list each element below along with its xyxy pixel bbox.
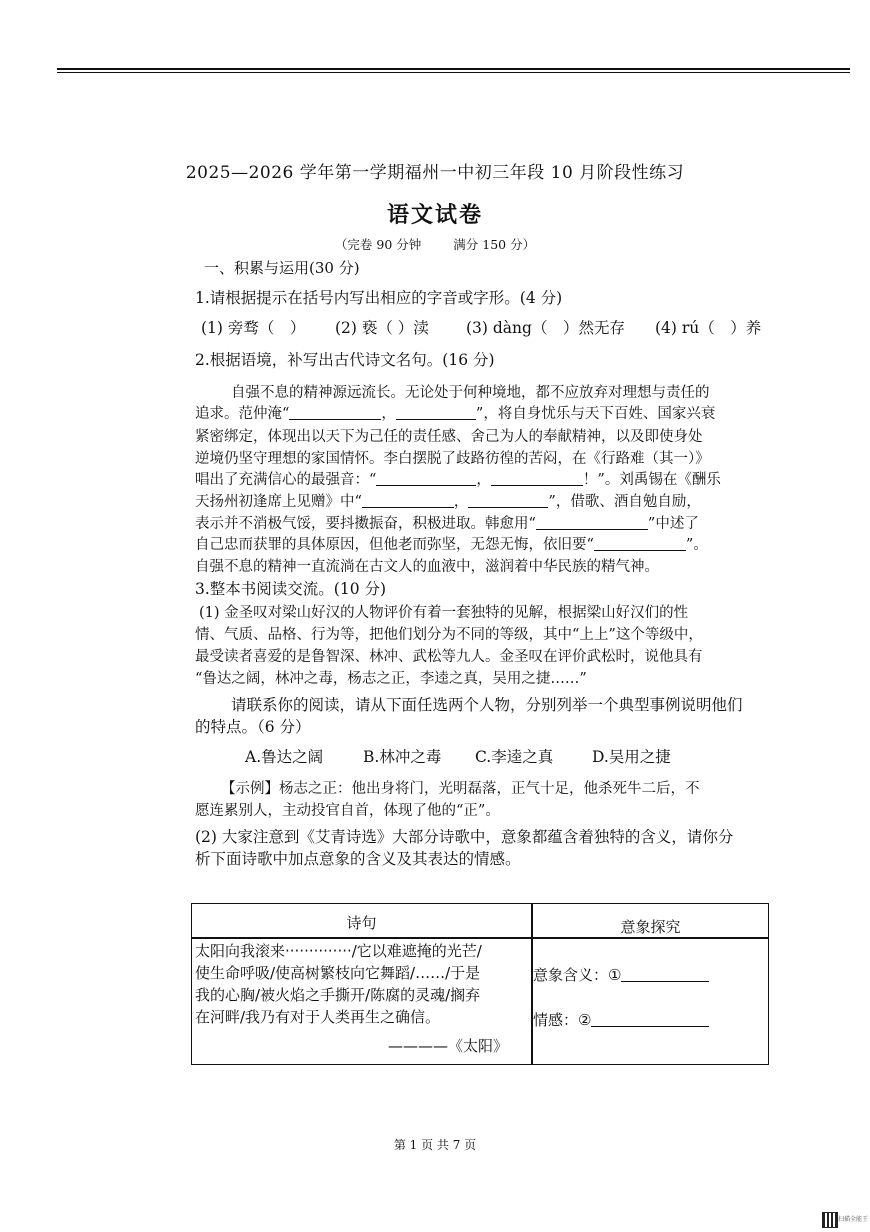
imagery-meaning	[533, 964, 709, 985]
q2-line-2b: ”，将自身忧乐与天下百姓、国家兴衰	[475, 406, 716, 422]
subject-title: 语文试卷	[386, 202, 483, 228]
comma: ，	[476, 472, 491, 488]
q1-title: 1.请根据提示在括号内写出相应的字音或字形。(4 分)	[195, 289, 563, 307]
q3-prompt-line-2: 的特点。（6 分）	[195, 718, 311, 736]
q2-line-6a: 天扬州初逢席上见赠》中“	[195, 494, 362, 510]
exam-title: 2025—2026 学年第一学期福州一中初三年段 10 月阶段性练习	[185, 163, 685, 183]
duration-text: （完卷 90 分钟	[334, 237, 422, 252]
table-header-imagery: 意象探究	[620, 918, 681, 936]
top-rule-thick	[57, 68, 850, 70]
section1-title: 一、积累与运用(30 分)	[204, 259, 360, 277]
table-header-divider	[192, 937, 768, 939]
q3-example-line-1: 【示例】杨志之正：他出身将门，光明磊落，正气十足，他杀死牛二后，不	[221, 781, 700, 797]
answer-blank[interactable]	[396, 405, 476, 420]
answer-blank[interactable]	[468, 493, 548, 508]
poem-source: ————《太阳》	[388, 1037, 509, 1055]
q2-line-2a: 追求。范仲淹“	[195, 406, 290, 422]
q3-part1-line-2: 情、气质、品格、行为等，把他们划分为不同的等级，其中“上上”这个等级中，	[195, 627, 703, 643]
q3-option-a: A.鲁达之阔	[245, 748, 324, 766]
q2-line-5	[195, 468, 721, 489]
q2-line-8a: 自己忠而获罪的具体原因，但他老而弥坚，无怨无悔，依旧要“	[195, 537, 594, 553]
q2-line-8b: ”。	[685, 537, 708, 553]
watermark-text: 扫描全能王	[838, 1216, 869, 1223]
answer-blank[interactable]	[491, 471, 583, 486]
exam-duration-score	[0, 235, 870, 253]
q2-line-7a: 表示并不消极气馁，要抖擞振奋，积极进取。韩愈用“	[195, 516, 536, 532]
q1-item-3: (3) dàng（ ）然无存	[466, 319, 625, 337]
meaning-label: 意象含义：①	[533, 966, 622, 984]
comma: ，	[453, 494, 469, 510]
imagery-emotion	[533, 1009, 709, 1030]
q2-line-5b: ！”。刘禹锡在《酬乐	[582, 472, 721, 488]
comma: ，	[381, 406, 396, 422]
q2-line-7	[195, 512, 699, 533]
q2-line-6	[195, 490, 701, 511]
q2-line-3: 紧密绑定，体现出以天下为己任的责任感、舍己为人的奉献精神，以及即使身处	[195, 429, 703, 445]
q3-title: 3.整本书阅读交流。(10 分)	[195, 580, 387, 598]
q2-line-7b: ”中述了	[647, 516, 699, 532]
poem-line-2: 使生命呼吸/使高树繁枝向它舞蹈/……/于是	[195, 964, 481, 982]
q1-item-4: (4) rú（ ）养	[655, 319, 762, 337]
meaning-answer-blank[interactable]	[621, 967, 709, 982]
q1-item-1: (1) 旁骛（ ）	[201, 319, 306, 337]
q2-title: 2.根据语境，补写出古代诗文名句。(16 分)	[195, 351, 495, 369]
answer-blank[interactable]	[594, 536, 686, 551]
q1-item-2: (2) 亵（ ）渎	[335, 319, 429, 337]
q3-part1-line-1: (1) 金圣叹对梁山好汉的人物评价有着一套独特的见解，根据梁山好汉们的性	[199, 605, 689, 621]
q3-part1-line-4: “鲁达之阔，林冲之毒，杨志之正，李逵之真，吴用之捷……”	[195, 671, 587, 687]
q2-line-9: 自强不息的精神一直流淌在古文人的血液中，滋润着中华民族的精气神。	[195, 559, 659, 575]
poem-line-4: 在河畔/我乃有对于人类再生之确信。	[195, 1008, 441, 1026]
top-rule-thin	[57, 72, 850, 73]
q2-line-2	[195, 402, 715, 423]
emotion-answer-blank[interactable]	[591, 1012, 709, 1027]
q2-line-5a: 唱出了充满信心的最强音：“	[195, 472, 377, 488]
answer-blank[interactable]	[376, 471, 476, 486]
emotion-label: 情感：②	[533, 1011, 592, 1029]
q3-part2-line-1: (2) 大家注意到《艾青诗选》大部分诗歌中，意象都蕴含着独特的含义，请你分	[195, 828, 734, 846]
answer-blank[interactable]	[362, 493, 454, 508]
q3-example-line-2: 愿连累别人，主动投官自首，体现了他的“正”。	[195, 803, 500, 819]
imagery-table	[191, 903, 769, 1065]
poem-line-1: 太阳向我滚来··············/它以难遮掩的光芒/	[195, 942, 482, 960]
q2-line-1: 自强不息的精神源远流长。无论处于何种境地，都不应放弃对理想与责任的	[231, 385, 710, 401]
q3-part2-line-2: 析下面诗歌中加点意象的含义及其表达的情感。	[195, 850, 521, 868]
answer-blank[interactable]	[289, 405, 381, 420]
qr-code-icon	[822, 1212, 838, 1228]
q2-line-4: 逆境仍坚守理想的家国情怀。李白摆脱了歧路彷徨的苦闷，在《行路难（其一）》	[195, 451, 710, 467]
q3-part1-line-3: 最受读者喜爱的是鲁智深、林冲、武松等九人。金圣叹在评价武松时，说他具有	[195, 649, 703, 665]
q3-option-d: D.吴用之捷	[592, 748, 671, 766]
table-header-poem: 诗句	[346, 914, 377, 932]
poem-line-3: 我的心胸/被火焰之手撕开/陈腐的灵魂/搁弃	[195, 986, 481, 1004]
q2-line-8	[195, 533, 708, 554]
q3-option-c: C.李逵之真	[475, 748, 554, 766]
q2-line-6b: ”，借歌、酒自勉自励，	[548, 494, 701, 510]
page-number: 第 1 页 共 7 页	[393, 1138, 477, 1152]
full-score-text: 满分 150 分）	[453, 237, 536, 252]
q3-option-b: B.林冲之毒	[363, 748, 442, 766]
q3-prompt-line-1: 请联系你的阅读，请从下面任选两个人物，分别列举一个典型事例说明他们	[231, 696, 743, 714]
answer-blank[interactable]	[536, 515, 648, 530]
